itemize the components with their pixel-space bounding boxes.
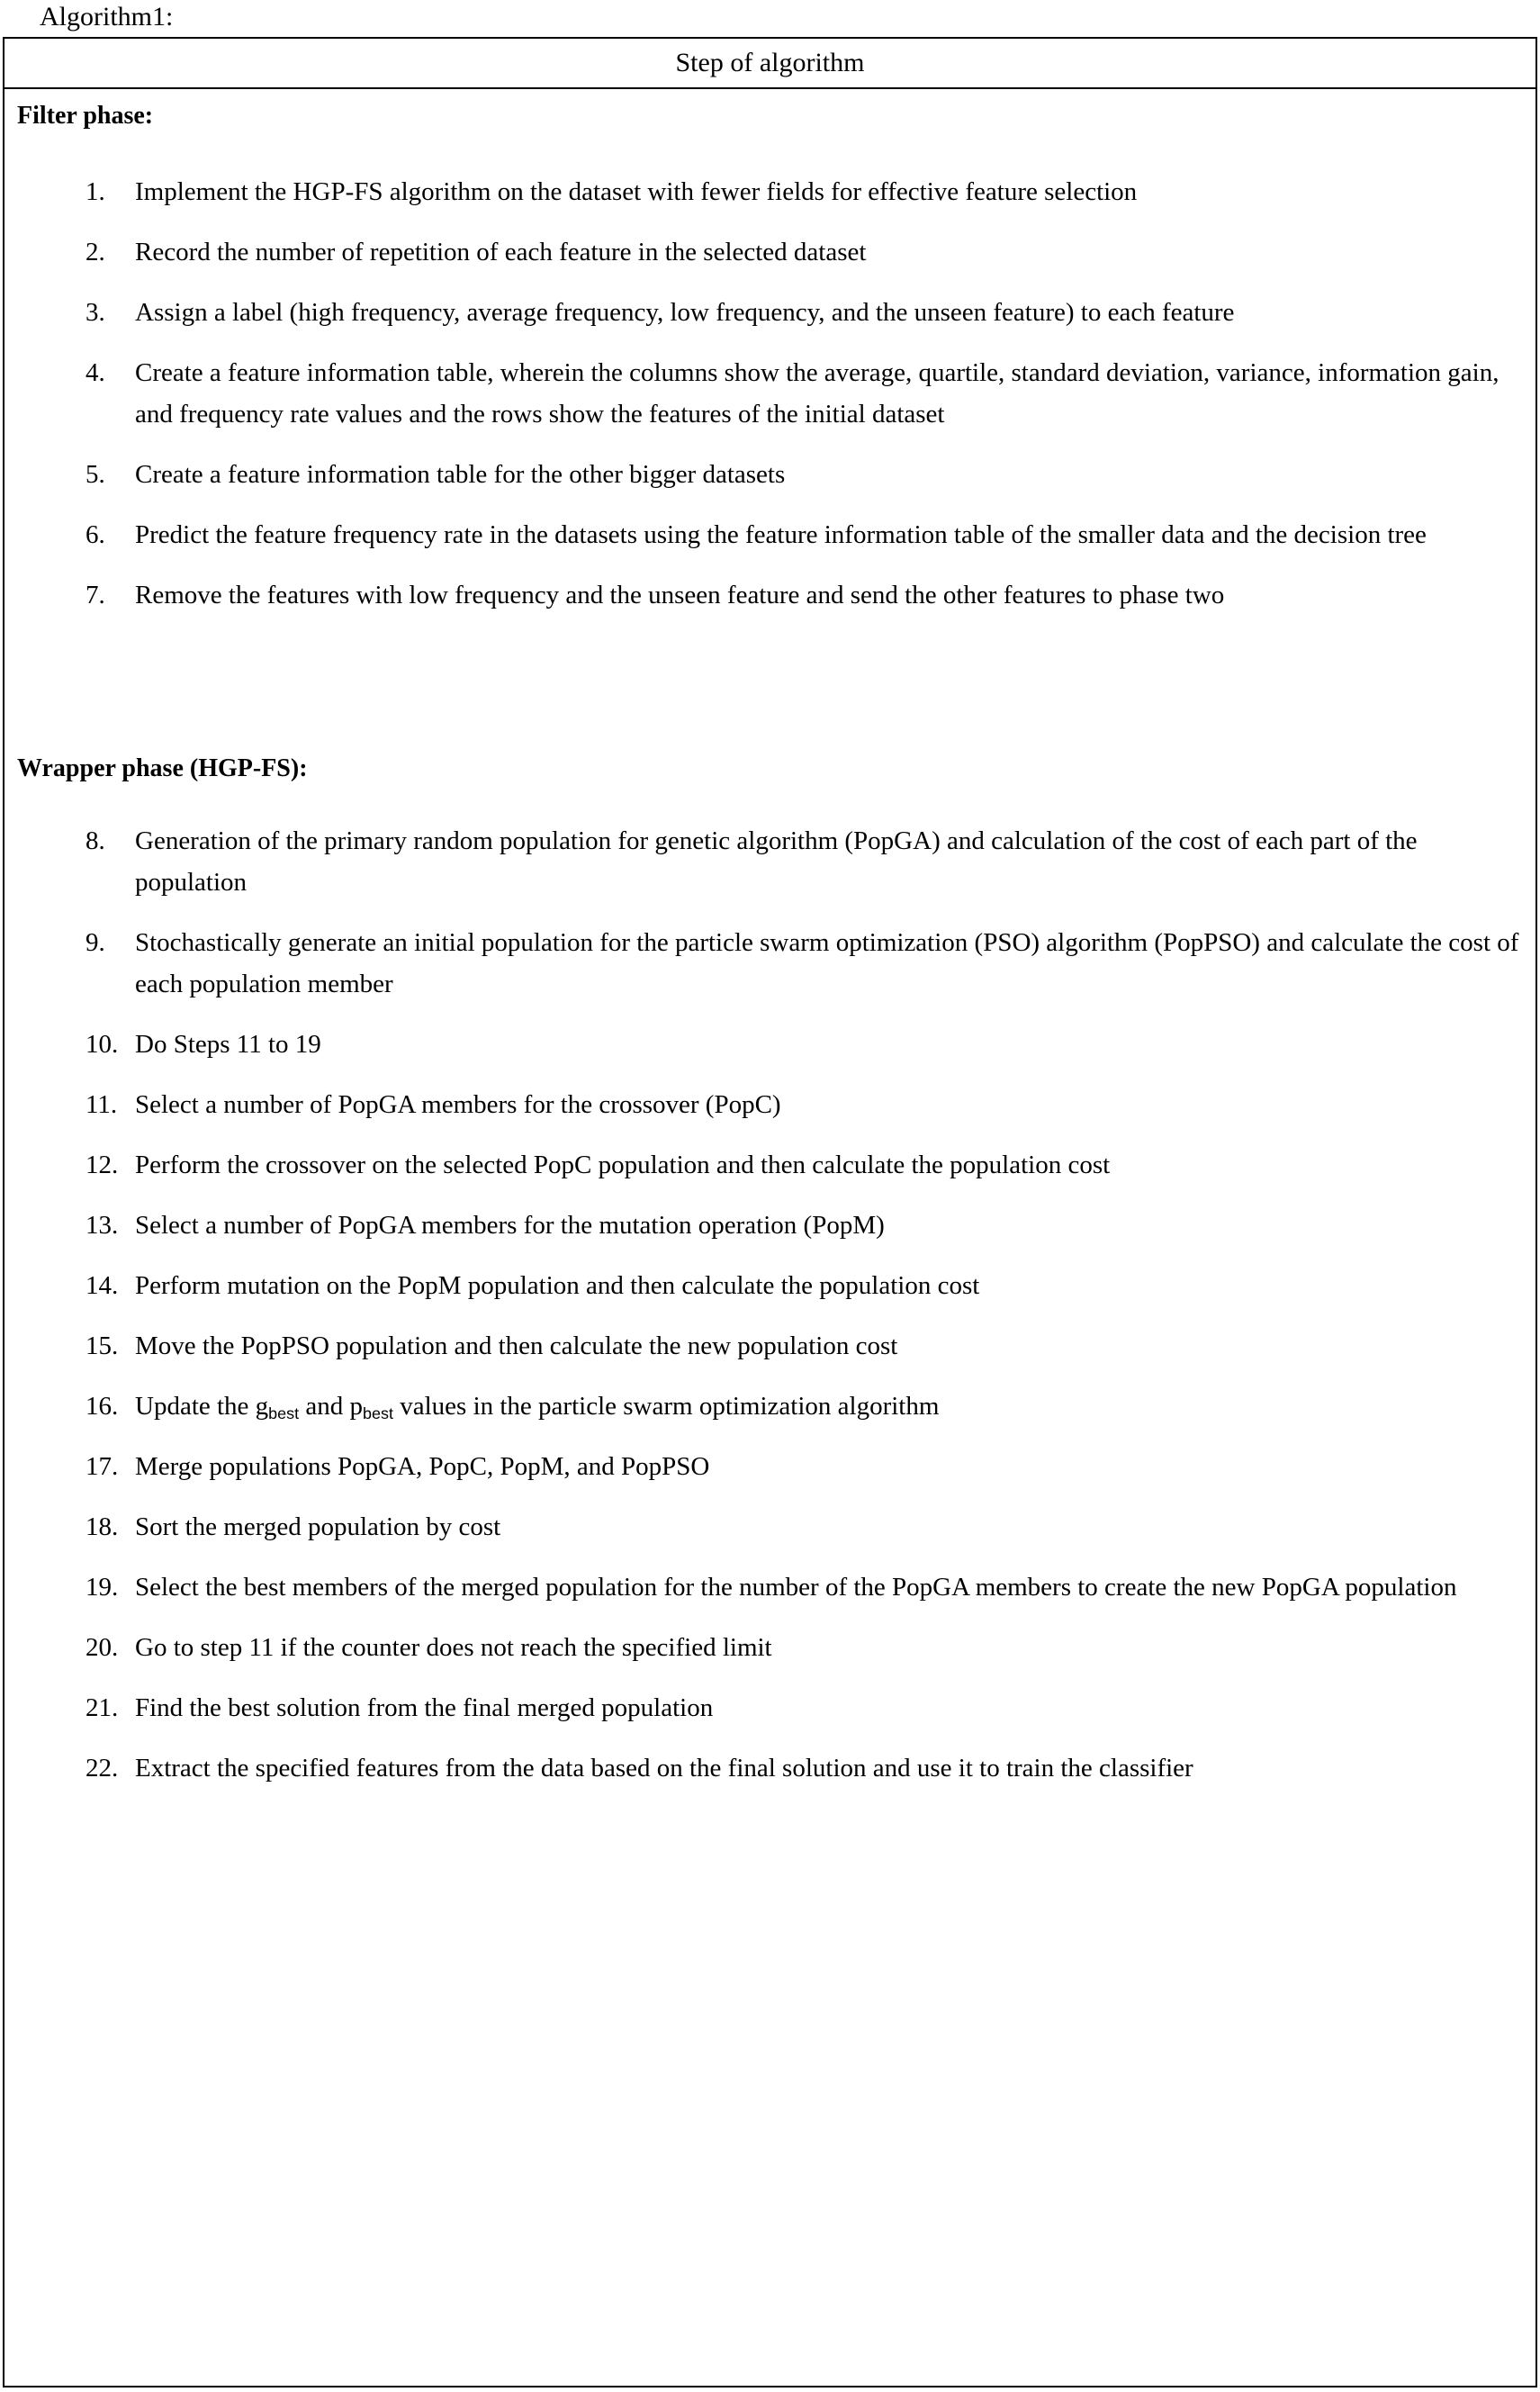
algorithm-step-item (14, 454, 1526, 495)
step-text: Update the $g_{best}$ and $p_{best}$ values in the particle swarm optimization algorithm (135, 1392, 940, 1423)
step-text: Select a number of PopGA members for the mutation operation (PopM) (135, 1211, 885, 1240)
step-number: 18. (86, 1512, 119, 1541)
step-text: Assign a label (high frequency, average frequency, low frequency, and the unseen feature) to each feature (135, 298, 1235, 327)
algorithm-step-item (14, 1024, 1526, 1065)
step-text: Perform the crossover on the selected PopC population and then calculate the population cost (135, 1151, 1111, 1179)
step-text: Perform mutation on the PopM population and then calculate the population cost (135, 1271, 980, 1300)
step-number: 4. (86, 358, 105, 387)
step-number: 6. (86, 520, 105, 549)
algorithm-step-item (14, 171, 1526, 212)
table-header-label: Step of algorithm (675, 48, 865, 77)
algorithm-caption: Algorithm1: (40, 2, 174, 32)
filter-phase-heading: Filter phase: (17, 102, 154, 130)
algorithm-step-item (14, 1687, 1526, 1729)
step-number: 21. (86, 1693, 119, 1722)
step-text: Select a number of PopGA members for the crossover (PopC) (135, 1090, 781, 1119)
algorithm-step-item (14, 1084, 1526, 1125)
step-text: Remove the features with low frequency and the unseen feature and send the other features to phase two (135, 581, 1225, 609)
step-number: 19. (86, 1573, 119, 1602)
step-text: Merge populations PopGA, PopC, PopM, and PopPSO (135, 1452, 710, 1481)
algorithm-step-item (14, 352, 1526, 435)
algorithm-step-item (14, 574, 1526, 616)
step-text: Record the number of repetition of each feature in the selected dataset (135, 238, 867, 266)
algorithm-step-item (14, 1506, 1526, 1548)
algorithm-step-item (14, 1265, 1526, 1306)
algorithm-step-item (14, 1446, 1526, 1487)
step-number: 12. (86, 1151, 119, 1179)
step-number: 9. (86, 928, 105, 957)
step-text: Do Steps 11 to 19 (135, 1030, 321, 1059)
algorithm-step-item (14, 1205, 1526, 1246)
step-number: 10. (86, 1030, 119, 1059)
algorithm-step-item (14, 514, 1526, 555)
step-text: Sort the merged population by cost (135, 1512, 501, 1541)
algorithm-step-item (14, 820, 1526, 903)
step-text: Generation of the primary random population for genetic algorithm (PopGA) and calculation of the cost of each part of the population (135, 826, 1418, 897)
step-number: 17. (86, 1452, 119, 1481)
algorithm-step-item (14, 1386, 1526, 1427)
filter-phase-step-list (14, 171, 1526, 616)
table-body-cell (5, 89, 1535, 2386)
step-text: Create a feature information table for the other bigger datasets (135, 460, 786, 489)
algorithm-table (3, 37, 1537, 2387)
step-text: Extract the specified features from the data based on the final solution and use it to train the classifier (135, 1754, 1193, 1783)
step-number: 15. (86, 1331, 119, 1360)
algorithm-step-item (14, 1747, 1526, 1789)
wrapper-phase-step-list (14, 820, 1526, 1789)
step-number: 14. (86, 1271, 119, 1300)
step-text: Find the best solution from the final merged population (135, 1693, 714, 1722)
algorithm-step-item (14, 231, 1526, 273)
step-number: 8. (86, 826, 105, 855)
algorithm-step-item (14, 1144, 1526, 1186)
step-text: Implement the HGP-FS algorithm on the dataset with fewer fields for effective feature selection (135, 177, 1138, 206)
step-number: 2. (86, 238, 105, 266)
wrapper-phase-heading: Wrapper phase (HGP-FS): (17, 754, 308, 782)
step-number: 13. (86, 1211, 119, 1240)
table-header-row (5, 39, 1535, 89)
step-text: Predict the feature frequency rate in the datasets using the feature information table of the smaller data and the decision tree (135, 520, 1427, 549)
algorithm-step-item (14, 1325, 1526, 1367)
step-number: 11. (86, 1090, 118, 1119)
step-number: 5. (86, 460, 105, 489)
phase-separator (14, 616, 1526, 753)
step-number: 3. (86, 298, 105, 327)
step-text: Go to step 11 if the counter does not reach the specified limit (135, 1633, 772, 1662)
step-text: Stochastically generate an initial population for the particle swarm optimization (PSO) algorithm (PopPSO) and calculate the cost of each population member (135, 928, 1519, 998)
step-number: 1. (86, 177, 105, 206)
step-number: 7. (86, 581, 105, 609)
step-number: 22. (86, 1754, 119, 1783)
algorithm-step-item (14, 292, 1526, 333)
step-text: Create a feature information table, wherein the columns show the average, quartile, standard deviation, variance, information gain, and frequency rate values and the rows show the features of the initial dataset (135, 358, 1499, 429)
step-text: Select the best members of the merged population for the number of the PopGA members to create the new PopGA population (135, 1573, 1457, 1602)
algorithm-step-item (14, 1566, 1526, 1608)
step-text: Move the PopPSO population and then calculate the new population cost (135, 1331, 898, 1360)
algorithm-step-item (14, 1627, 1526, 1668)
step-number: 20. (86, 1633, 119, 1662)
algorithm-step-item (14, 922, 1526, 1005)
step-number: 16. (86, 1392, 119, 1421)
